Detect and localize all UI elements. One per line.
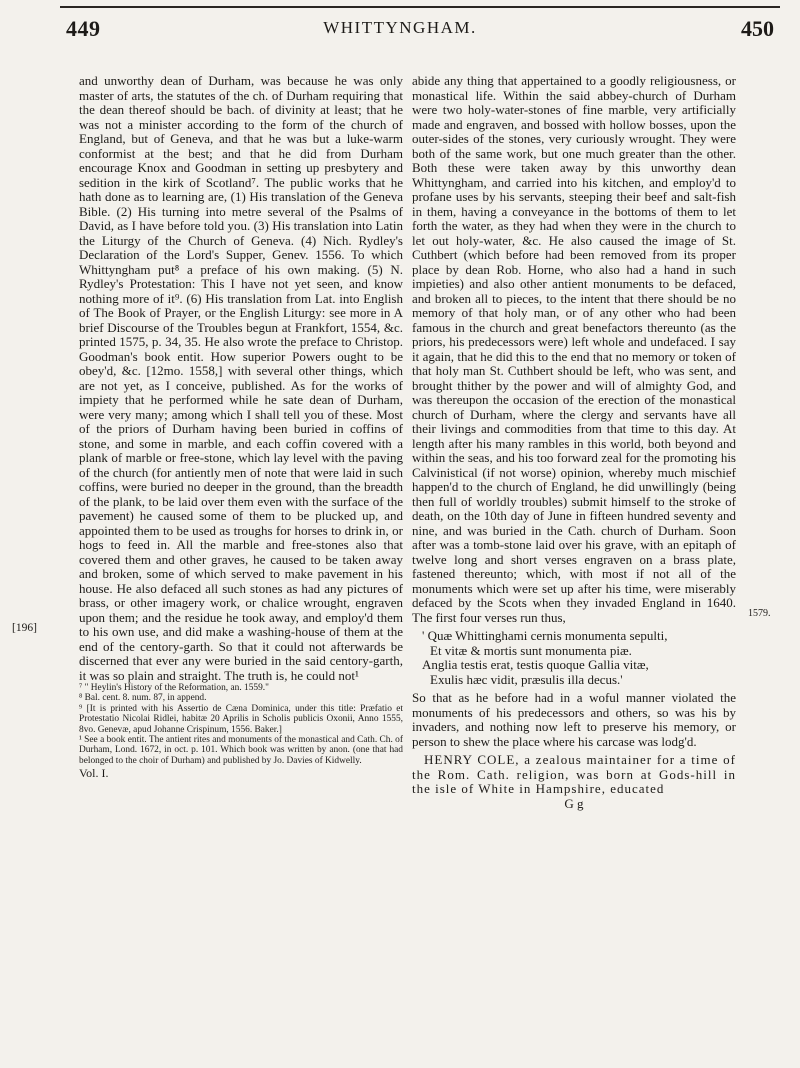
verse-line-1: ' Quæ Whittinghami cernis monumenta sepulti, (422, 628, 668, 643)
running-title: WHITTYNGHAM. (323, 18, 477, 37)
footnotes (79, 683, 403, 766)
verse-line-2: Et vitæ & mortis sunt monumenta piæ. (430, 642, 632, 658)
signature-mark: G g (564, 795, 584, 811)
margin-note-year: 1579. (748, 608, 771, 619)
page-number-right: 450 (741, 16, 774, 41)
after-verse-paragraph: So that as he before had in a woful manner violated the monuments of his predecessors and others, so was his by invaders, and nothing now left to preserve his memory, or person to shew the place where his carcase was lodg'd. (412, 690, 736, 749)
left-column-body: and unworthy dean of Durham, was because he was only master of arts, the statutes of the ch. of Durham requiring that the dean thereof should be bach. of divinity at least; that he was not a minister according to the form of the church of England, but of Geneva, and that he was but a luke-warm conformist at the best; and that he did from Durham encourage Knox and Goodman in setting up presbytery and sedition in the kirk of Scotland⁷. The public works that he hath done as to learning are, (1) His translation of the Geneva Bible. (2) His turning into metre several of the Psalms of David, as I have before told you. (3) His translation into Latin the Liturgy of the Church of Geneva. (4) Nich. Rydley's Declaration of the Lord's Supper, Genev. 1556. To which Whittyngham put⁸ a preface of his own making. (5) N. Rydley's Protestation: This I have not yet seen, and know nothing more of it⁹. (6) His translation from Lat. into English of The Book of Prayer, or the English Liturgy: see more in A brief Discourse of the Troubles begun at Frankfort, 1554, &c. printed 1575, p. 34, 35. He also wrote the preface to Christop. Goodman's book entit. How superior Powers ought to be obey'd, &c. [12mo. 1558,] with several other things, which are not yet, as I conceive, published. As for the works of impiety that he performed while he sate dean of Durham, were very many; among which I shall tell you of these. Most of the priors of Durham having been buried in coffins of stone, and some in marble, and each coffin covered with a plank of marble or free-stone, which lay level with the paving of the church (for antiently men of note that were laid in such coffins, were buried no deeper in the ground, than the breadth of the plank, to be laid over them even with the surface of the pavement) he caused some of them to be plucked up, and appointed them to be used as troughs for horses to drink in, or hogs to feed in. All the marble and free-stones also that covered them and other graves, he caused to be taken away and broken, some of which served to make pavement in his house. He also defaced all such stones as had any pictures of brass, or other imagery work, or chalice wrought, engraven upon them; and the residue he took away, and employ'd them to his own use, and did make a washing-house of them at the end of the centory-garth. So that it could not afterwards be discerned that ever any were buried in the said centory-garth, it was so plain and straight. The truth is, he could not¹ (79, 73, 403, 683)
volume-label: Vol. I. (79, 766, 109, 781)
footnote-8: ⁸ Bal. cent. 8. num. 87, in append. (79, 693, 207, 704)
footnote-7: ⁷ " Heylin's History of the Reformation, an. 1559." (79, 683, 269, 693)
verse-line-3: Anglia testis erat, testis quoque Gallia vitæ, (422, 657, 649, 672)
right-column (412, 74, 736, 811)
henry-cole-entry: HENRY COLE, a zealous maintainer for a time of the Rom. Cath. religion, was born at Gods-hill in the isle of White in Hampshire, educated (412, 752, 736, 796)
left-column (79, 74, 403, 781)
verse-line-4: Exulis hæc vidit, præsulis illa decus.' (430, 671, 623, 687)
footnote-1: ¹ See a book entit. The antient rites and monuments of the monastical and Cath. Ch. of Durham, Lond. 1672, in oct. p. 101. Which book was written by anon. (one that had belonged to the choir of Durham) and published by Jo. Davies of Kidwelly. (79, 735, 403, 766)
right-column-body: abide any thing that appertained to a goodly religiousness, or monastical life. Within the said abbey-church of Durham were two holy-water-stones of fine marble, very artificially made and engraven, and bossed with hollow bosses, upon the outer-sides of the stones, very curiously wrought. They were both of the same work, but one much greater than the other. Both these were taken away by this unworthy dean Whittyngham, and carried into his kitchen, and employ'd to profane uses by his servants, steeping their beef and salt-fish in them, having a conveyance in the bottoms of them to let forth the water, as they had when they were in the church to let out holy-water, &c. He also caused the image of St. Cuthbert (which before had been removed from its proper place by dean Rob. Horne, who also had a hand in such impieties) and also other antient monuments to be defaced, and broken all to pieces, to the intent that there should be no memory of that holy man, or of any other who had been famous in the church and great benefactors thereunto (as the priors, his predecessors were) left whole and undefaced. I say it again, that he did this to the end that no memory or token of that holy man St. Cuthbert should be left, who was sent, and brought thither by the power and will of almighty God, and was thereupon the occasion of the erection of the monastical church of Durham, where the clergy and servants have all their livings and commodities from that time to this day. At length after his many rambles in this world, both beyond and within the seas, and his too forward zeal for the promoting his Calvinistical (if not worse) opinion, whereby much mischief happen'd to the church of England, he did unwillingly (being then full of worldly troubles) submit himself to the stroke of death, on the 10th day of June in fifteen hundred seventy and nine, and was buried in the Cath. church of Durham. Soon after was a tomb-stone laid over his grave, with an epitaph of twelve long and short verses engraven on a brass plate, fastened thereunto; which, with most if not all of the monuments which were set up after his time, were miserably defaced by the Scots when they invaded England in 1640. The first four verses run thus, (412, 73, 736, 625)
footnote-9: ⁹ [It is printed with his Assertio de Cæna Dominica, under this title: Præfatio et Protestatio Nicolai Ridlei, habitæ 20 Aprilis in Scholis publicis Oxonii, Anno 1555, 8vo. Genevæ, apud Johanne Crispinum, 1556. Baker.] (79, 703, 403, 735)
margin-note-left: [196] (12, 622, 37, 634)
page-number-left: 449 (66, 16, 101, 41)
page-header (0, 0, 800, 44)
epitaph-verse (412, 629, 736, 687)
header-rule (60, 6, 780, 8)
